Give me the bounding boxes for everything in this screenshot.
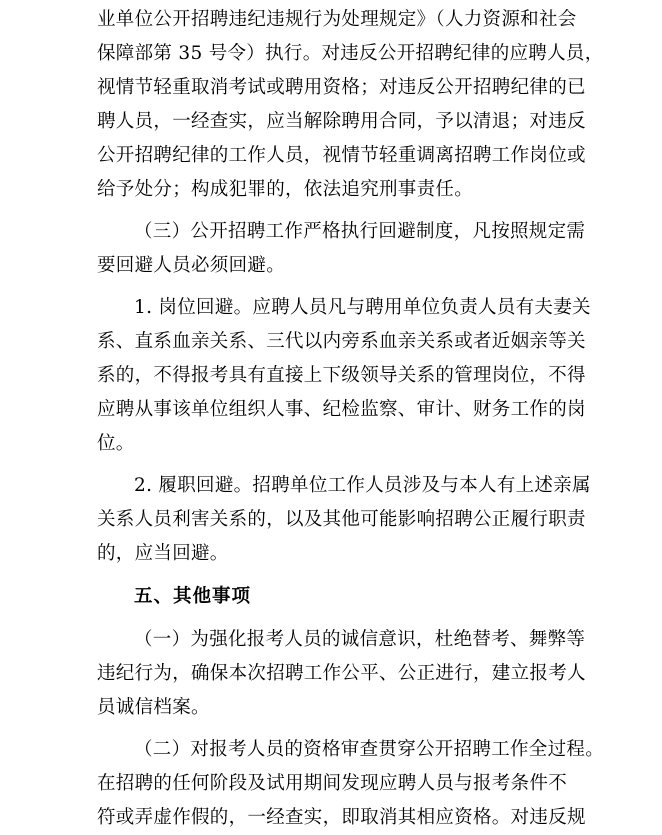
paragraph-line: 业单位公开招聘违纪违规行为处理规定》（人力资源和社会 [97,9,577,30]
paragraph-line: （一）为强化报考人员的诚信意识，杜绝替考、舞弊等 [134,629,586,650]
paragraph-line: （三）公开招聘工作严格执行回避制度，凡按照规定需 [134,221,586,242]
paragraph-line: 符或弄虚作假的，一经查实，即取消其相应资格。对违反规 [97,807,586,828]
paragraph-line: 应聘从事该单位组织人事、纪检监察、审计、财务工作的岗 [97,399,586,420]
paragraph-line: 员诚信档案。 [97,697,210,718]
paragraph-line: 视情节轻重取消考试或聘用资格；对违反公开招聘纪律的已 [97,77,586,98]
paragraph-line: 1. 岗位回避。应聘人员凡与聘用单位负责人员有夫妻关 [134,297,591,318]
section-heading: 五、其他事项 [134,586,252,607]
paragraph-line: 要回避人员必须回避。 [97,255,286,276]
paragraph-line: 位。 [97,433,135,454]
paragraph-line: 公开招聘纪律的工作人员，视情节轻重调离招聘工作岗位或 [97,145,586,166]
paragraph-line: 聘人员，一经查实，应当解除聘用合同，予以清退；对违反 [97,111,586,132]
paragraph-line: 系的，不得报考具有直接上下级领导关系的管理岗位，不得 [97,365,586,386]
paragraph-line: 2. 履职回避。招聘单位工作人员涉及与本人有上述亲属 [134,475,591,496]
paragraph-line: 的，应当回避。 [97,543,229,564]
paragraph-line: 违纪行为，确保本次招聘工作公平、公正进行，建立报考人 [97,663,586,684]
paragraph-line: 关系人员利害关系的，以及其他可能影响招聘公正履行职责 [97,509,586,530]
paragraph-line: 系、直系血亲关系、三代以内旁系血亲关系或者近姻亲等关 [97,331,586,352]
paragraph-line: （二）对报考人员的资格审查贯穿公开招聘工作全过程。 [134,739,605,760]
paragraph-line: 给予处分；构成犯罪的，依法追究刑事责任。 [97,179,474,200]
paragraph-line: 在招聘的任何阶段及试用期间发现应聘人员与报考条件不 [97,773,568,794]
paragraph-line: 保障部第 35 号令）执行。对违反公开招聘纪律的应聘人员， [97,43,604,64]
